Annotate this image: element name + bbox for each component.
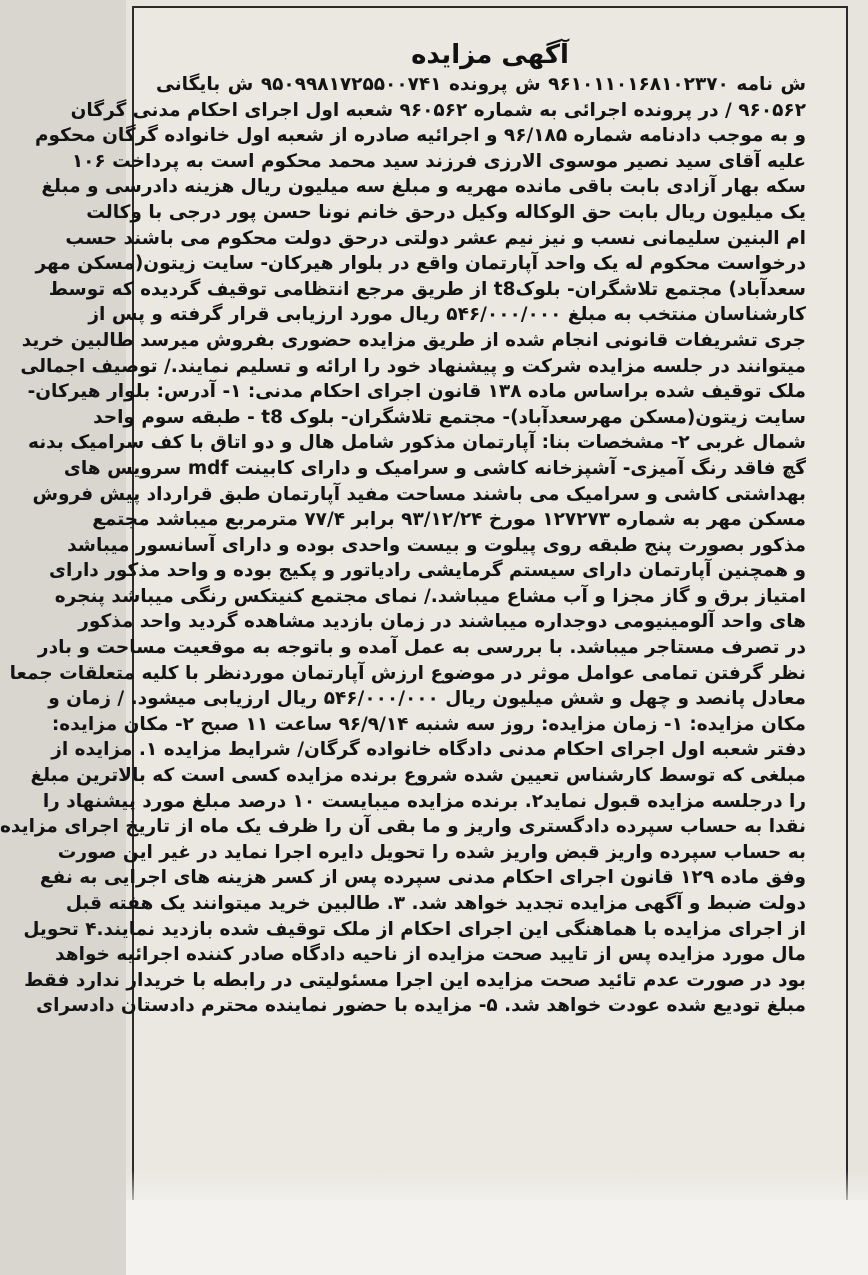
text-line: ملک توقیف شده براساس ماده ۱۳۸ قانون اجرای احکام مدنی: ۱- آدرس: بلوار هیرکان- <box>27 381 806 403</box>
text-line: و به موجب دادنامه شماره ۹۶/۱۸۵ و اجرائیه صادره از شعبه اول خانواده گرگان محکوم <box>34 125 806 147</box>
text-line: سعدآباد) مجتمع تلاشگران- بلوکt8 از طریق مرجع انتظامی توقیف گردیده که توسط <box>48 278 806 300</box>
text-line: بهداشتی کاشی و سرامیک می باشند مساحت مفید آپارتمان طبق قرارداد پیش فروش <box>32 483 806 505</box>
text-line: ام البنین سلیمانی نسب و نیز نیم عشر دولتی درحق دولت محکوم می باشند حسب <box>65 227 806 249</box>
text-line: جری تشریفات قانونی انجام شده از طریق مزایده حضوری بفروش میرسد طالبین خرید <box>21 329 806 351</box>
text-line: در تصرف مستاجر میباشد. با بررسی به عمل آمده و باتوجه به موقعیت مساحت و بادر <box>37 637 806 659</box>
text-line: امتیاز برق و گاز مجزا و آب مشاع میباشد./ نمای مجتمع کنیتکس رنگی میباشد پنجره <box>54 585 806 607</box>
text-line: مکان مزایده: ۱- زمان مزایده: روز سه شنبه ۹۶/۹/۱۴ ساعت ۱۱ صبح ۲- مکان مزایده: <box>51 713 806 735</box>
text-line: سکه بهار آزادی بابت باقی مانده مهریه و مبلغ سه میلیون ریال هزینه دادرسی و مبلغ <box>41 176 806 198</box>
text-line: معادل پانصد و چهل و شش میلیون ریال ۵۴۶/۰۰۰/۰۰۰ ریال ارزیابی میشود. / زمان و <box>48 688 806 710</box>
text-line: وفق ماده ۱۲۹ قانون اجرای احکام مدنی سپرده پس از کسر هزینه های اجرایی به نفع <box>39 867 806 889</box>
text-line: مبلغ تودیع شده عودت خواهد شد. ۵- مزایده با حضور نماینده محترم دادستان دادسرای <box>36 995 806 1017</box>
text-line: شمال غربی ۲- مشخصات بنا: آپارتمان مذکور شامل هال و دو اتاق با کف سرامیک بدنه <box>27 432 806 454</box>
text-line: را درجلسه مزایده قبول نماید۲. برنده مزایده میبایست ۱۰ درصد مبلغ مورد پیشنهاد را <box>42 790 806 812</box>
text-line: دولت ضبط و آگهی مزایده تجدید خواهد شد. ۳. طالبین خرید میتوانند یک هفته قبل <box>65 893 806 914</box>
text-line: و همچنین آپارتمان دارای سیستم گرمایشی رادیاتور و پکیج بوده و واحد مذکور دارای <box>49 560 806 582</box>
text-line: درخواست محکوم له یک واحد آپارتمان واقع در بلوار هیرکان- سایت زیتون(مسکن مهر <box>35 253 806 275</box>
text-line: نقدا به حساب سپرده دادگستری واریز و ما بقی آن را ظرف یک ماه از تاریخ اجرای مزایده <box>0 816 806 838</box>
text-line: مسکن مهر به شماره ۱۲۷۲۷۳ مورخ ۹۳/۱۲/۲۴ برابر ۷۷/۴ مترمربع میباشد مجتمع <box>92 509 806 531</box>
text-line: کارشناسان منتخب به مبلغ ۵۴۶/۰۰۰/۰۰۰ ریال مورد ارزیابی قرار گرفته و پس از <box>88 304 806 326</box>
text-line: ش نامه ۹۶۱۰۱۱۰۱۶۸۱۰۲۳۷۰ ش پرونده ۹۵۰۹۹۸۱۷۲۵۵۰۰۷۴۱ ش بایگانی <box>156 74 807 95</box>
notice-body <box>0 72 807 1019</box>
text-line: مذکور بصورت پنج طبقه روی پیلوت و بیست واحدی بوده و دارای آسانسور میباشد <box>67 534 806 556</box>
notice-frame <box>0 6 848 1206</box>
text-line: به حساب سپرده واریز قبض واریز شده را تحویل دایره اجرا نماید در غیر این صورت <box>57 841 806 863</box>
text-line: میتوانند در جلسه مزایده شرکت و پیشنهاد خود را ارائه و تسلیم نمایند./ توصیف اجمالی <box>20 355 806 377</box>
text-line: گچ فاقد رنگ آمیزی- آشپزخانه کاشی و سرامیک و دارای کابینت mdf سرویس های <box>63 457 806 479</box>
text-line: علیه آقای سید نصیر موسوی الارزی فرزند سید محمد محکوم است به پرداخت ۱۰۶ <box>71 150 806 172</box>
text-line: بود در صورت عدم تائید صحت مزایده این اجرا مسئولیتی در رابطه با خریدار ندارد فقط <box>24 969 806 991</box>
torn-edge <box>126 1200 868 1275</box>
notice-title: آگهی مزایده <box>411 40 569 70</box>
text-line: ۹۶۰۵۶۲ / در پرونده اجرائی به شماره ۹۶۰۵۶۲ شعبه اول اجرای احکام مدنی گرگان <box>70 99 806 121</box>
text-line: های واحد آلومینیومی دوجداره میباشند در زمان بازدید مشاهده گردید واحد مذکور <box>78 611 806 633</box>
text-line: دفتر شعبه اول اجرای احکام مدنی دادگاه خانواده گرگان/ شرایط مزایده ۱. مزایده از <box>51 739 806 761</box>
text-line: نظر گرفتن تمامی عوامل موثر در موضوع ارزش آپارتمان موردنظر با کلیه متعلقات جمعا <box>9 662 806 684</box>
text-line: مال مورد مزایده پس از تایید صحت مزایده از ناحیه دادگاه صادر کننده اجرائیه خواهد <box>55 944 806 966</box>
text-line: مبلغی که توسط کارشناس تعیین شده شروع برنده مزایده کسی است که بالاترین مبلغ <box>30 765 806 787</box>
text-line: از اجرای مزایده با هماهنگی این اجرای احکام از ملک توقیف شده بازدید نمایند.۴ تحویل <box>23 918 806 940</box>
text-line: یک میلیون ریال بابت حق الوکاله وکیل درحق خانم نونا حسن پور درجی با وکالت <box>86 201 806 223</box>
text-line: سایت زیتون(مسکن مهرسعدآباد)- مجتمع تلاشگران- بلوک t8 - طبقه سوم واحد <box>93 406 806 428</box>
